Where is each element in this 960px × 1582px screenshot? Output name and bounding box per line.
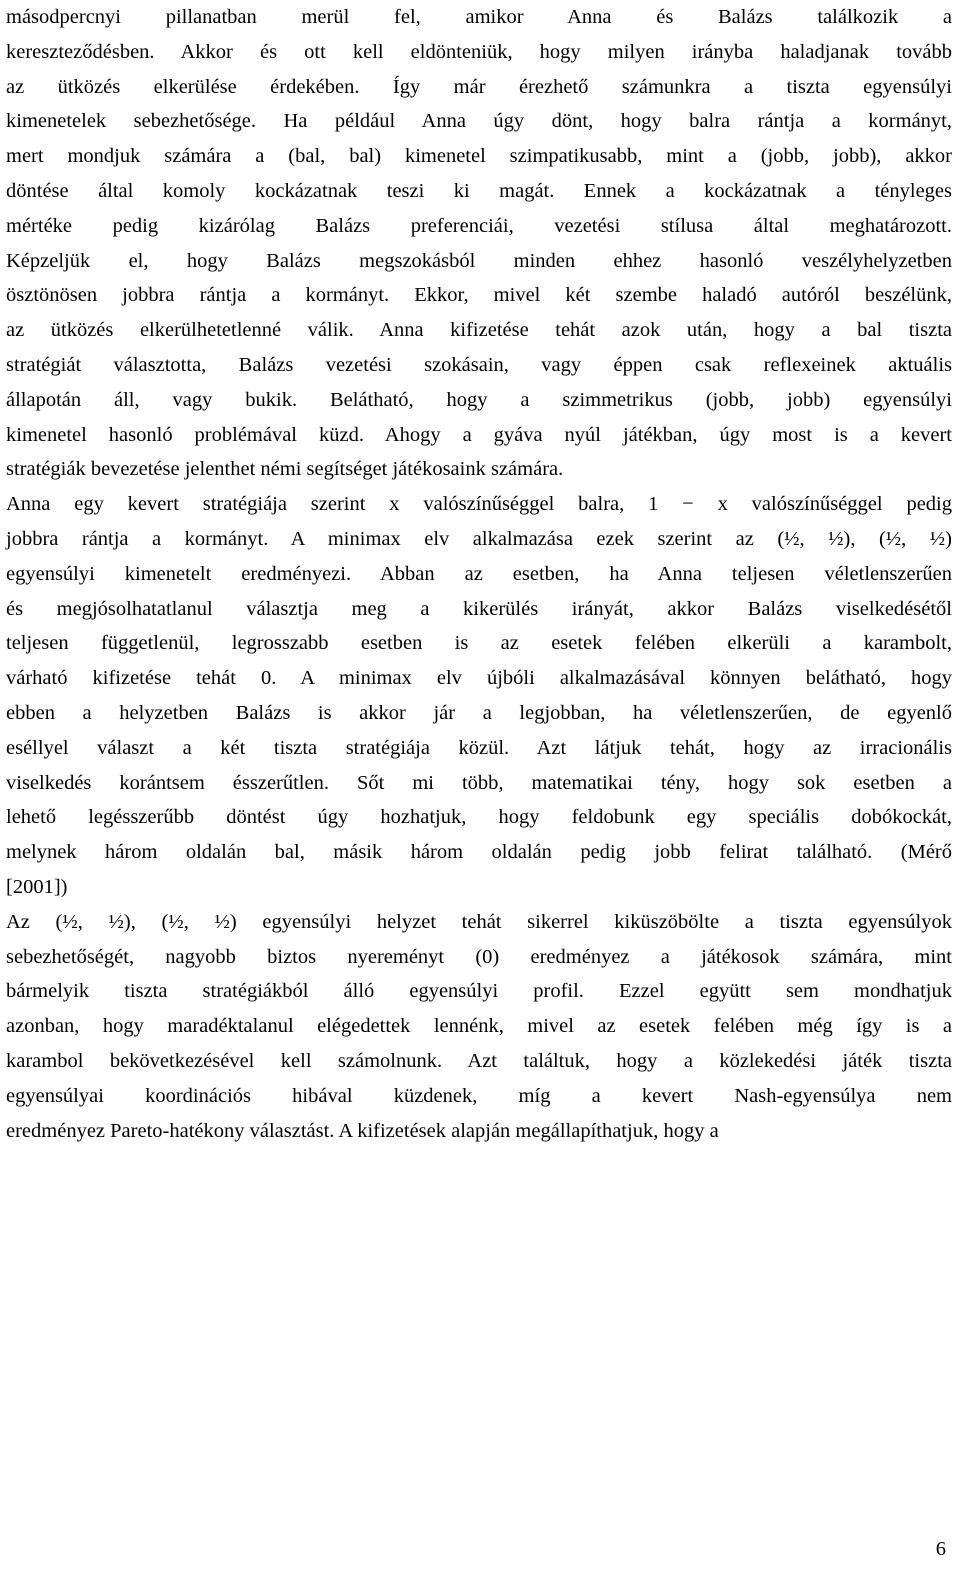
text-line: döntése által komoly kockázatnak teszi ki magát. Ennek a kockázatnak a tényleges [6, 179, 952, 202]
text-line: egyensúlyi kimenetelt eredményezi. Abban az esetben, ha Anna teljesen véletlenszerűen [6, 562, 952, 585]
text-line: egyensúlyai koordinációs hibával küzdenek, míg a kevert Nash-egyensúlya nem [6, 1084, 952, 1107]
paragraph-2 [6, 487, 952, 905]
text-line: állapotán áll, vagy bukik. Belátható, hogy a szimmetrikus (jobb, jobb) egyensúlyi [6, 388, 952, 411]
text-line: kimenetelek sebezhetősége. Ha például Anna úgy dönt, hogy balra rántja a kormányt, [6, 110, 952, 133]
text-line: mértéke pedig kizárólag Balázs preferenciái, vezetési stílusa által meghatározott. [6, 214, 952, 237]
text-line: melynek három oldalán bal, másik három oldalán pedig jobb felirat található. (Mérő [6, 841, 952, 864]
text-line: azonban, hogy maradéktalanul elégedettek lennénk, mivel az esetek felében még így is a [6, 1015, 952, 1038]
text-line: várható kifizetése tehát 0. A minimax elv újbóli alkalmazásával könnyen belátható, hogy [6, 667, 952, 690]
text-line: stratégiát választotta, Balázs vezetési szokásain, vagy éppen csak reflexeinek aktuális [6, 353, 952, 376]
text-line: eséllyel választ a két tiszta stratégiája közül. Azt látjuk tehát, hogy az irracionális [6, 736, 952, 759]
text-line: ebben a helyzetben Balázs is akkor jár a legjobban, ha véletlenszerűen, de egyenlő [6, 701, 952, 724]
text-line: másodpercnyi pillanatban merül fel, amikor Anna és Balázs találkozik a [6, 6, 952, 28]
text-line: és megjósolhatatlanul választja meg a kikerülés irányát, akkor Balázs viselkedésétől [6, 597, 952, 620]
text-line: stratégiák bevezetése jelenthet némi segítséget játékosaink számára. [6, 458, 564, 481]
text-line: karambol bekövetkezésével kell számolnunk. Azt találtuk, hogy a közlekedési játék tiszta [6, 1049, 952, 1072]
text-line: Az (½, ½), (½, ½) egyensúlyi helyzet tehát sikerrel kiküszöbölte a tiszta egyensúlyok [6, 910, 952, 933]
paragraph-1 [6, 0, 952, 487]
text-line: viselkedés korántsem ésszerűtlen. Sőt mi több, matematikai tény, hogy sok esetben a [6, 771, 952, 794]
text-line: az ütközés elkerülése érdekében. Így már érezhető számunkra a tiszta egyensúlyi [6, 75, 952, 98]
text-line: Képzeljük el, hogy Balázs megszokásból minden ehhez hasonló veszélyhelyzetben [6, 249, 952, 272]
text-line: lehető legésszerűbb döntést úgy hozhatjuk, hogy feldobunk egy speciális dobókockát, [6, 806, 952, 829]
text-line: bármelyik tiszta stratégiákból álló egyensúlyi profil. Ezzel együtt sem mondhatjuk [6, 980, 952, 1003]
text-line: kimenetel hasonló problémával küzd. Ahogy a gyáva nyúl játékban, úgy most is a kevert [6, 423, 952, 446]
text-line: teljesen függetlenül, legrosszabb esetben is az esetek felében elkerüli a karambolt, [6, 632, 952, 655]
text-line: az ütközés elkerülhetetlenné válik. Anna kifizetése tehát azok után, hogy a bal tiszta [6, 319, 952, 342]
paragraph-3 [6, 905, 952, 1149]
document-page [6, 0, 952, 1148]
text-line: ösztönösen jobbra rántja a kormányt. Ekkor, mivel két szembe haladó autóról beszélünk, [6, 284, 952, 307]
text-line: jobbra rántja a kormányt. A minimax elv alkalmazása ezek szerint az (½, ½), (½, ½) [6, 527, 952, 550]
text-line: sebezhetőségét, nagyobb biztos nyereményt (0) eredményez a játékosok számára, mint [6, 945, 952, 968]
text-line: Anna egy kevert stratégiája szerint x valószínűséggel balra, 1 − x valószínűséggel pedig [6, 493, 952, 516]
text-line: kereszteződésben. Akkor és ott kell eldönteniük, hogy milyen irányba haladjanak tovább [6, 40, 952, 63]
page-number: 6 [935, 1538, 946, 1560]
text-line: [2001]) [6, 875, 68, 898]
text-line: eredményez Pareto-hatékony választást. A kifizetések alapján megállapíthatjuk, hogy a [6, 1119, 719, 1142]
body-text [6, 0, 952, 1148]
text-line: mert mondjuk számára a (bal, bal) kimenetel szimpatikusabb, mint a (jobb, jobb), akkor [6, 145, 952, 168]
